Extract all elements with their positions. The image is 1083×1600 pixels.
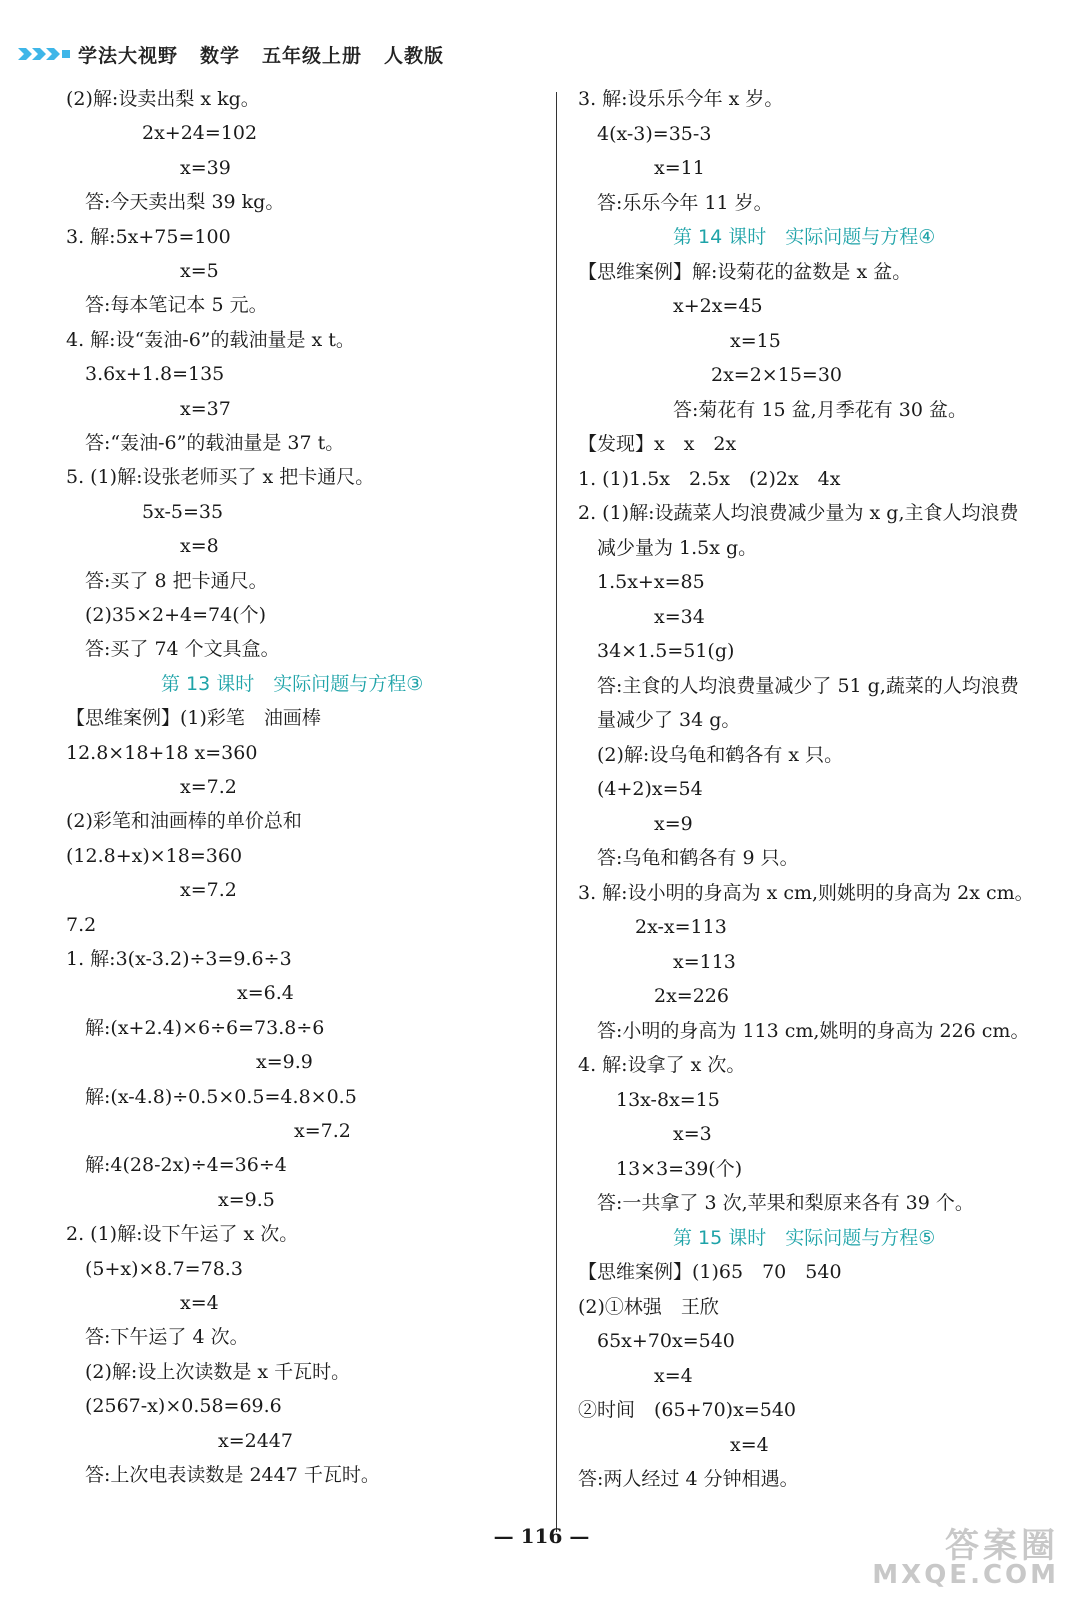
- answer-line: 答:乐乐今年 11 岁。: [597, 191, 773, 214]
- answer-line: x=2447: [218, 1429, 293, 1452]
- answer-line: 答:一共拿了 3 次,苹果和梨原来各有 39 个。: [597, 1192, 974, 1214]
- answer-line: 5. (1)解:设张老师买了 x 把卡通尺。: [66, 466, 375, 489]
- answer-line: 2x=2×15=30: [711, 364, 843, 386]
- answer-line: x=7.2: [294, 1120, 351, 1142]
- answer-line: 3.6x+1.8=135: [85, 363, 225, 386]
- watermark-cn: 答案圈: [945, 1526, 1059, 1566]
- answer-line: (2)解:设卖出梨 x kg。: [66, 88, 260, 110]
- answer-line: ②时间 (65+70)x=540: [578, 1399, 796, 1421]
- answer-line: 65x+70x=540: [597, 1330, 735, 1352]
- answer-line: 答:每本笔记本 5 元。: [85, 294, 268, 317]
- answer-line: 34×1.5=51(g): [597, 640, 735, 662]
- answer-line: 3. 解:设乐乐今年 x 岁。: [578, 88, 784, 110]
- answer-line: 解:(x-4.8)÷0.5×0.5=4.8×0.5: [85, 1085, 357, 1108]
- page-number: — 116 —: [493, 1524, 590, 1548]
- answer-line: x=37: [180, 397, 231, 420]
- answer-line: (2)彩笔和油画棒的单价总和: [66, 810, 302, 833]
- answer-line: x=11: [654, 157, 705, 179]
- answer-line: 4(x-3)=35-3: [597, 122, 712, 145]
- section-title: 第 14 课时 实际问题与方程④: [673, 226, 936, 248]
- answer-line: 答:今天卖出梨 39 kg。: [85, 191, 285, 214]
- answer-line: x=4: [654, 1364, 693, 1387]
- section-title: 第 15 课时 实际问题与方程⑤: [673, 1226, 936, 1249]
- answer-line: 【发现】x x 2x: [578, 433, 737, 455]
- answer-line: (2)35×2+4=74(个): [85, 604, 267, 626]
- answer-line: (2)解:设上次读数是 x 千瓦时。: [85, 1360, 351, 1383]
- answer-line: 答:下午运了 4 次。: [85, 1326, 249, 1349]
- answer-line: 【思维案例】(1)65 70 540: [578, 1261, 842, 1283]
- answer-line: 3. 解:设小明的身高为 x cm,则姚明的身高为 2x cm。: [578, 881, 1034, 904]
- column-divider: [556, 92, 557, 1532]
- answer-line: 答:主食的人均浪费量减少了 51 g,蔬菜的人均浪费: [597, 674, 1019, 697]
- answer-line: (4+2)x=54: [597, 778, 703, 800]
- answer-line: x=5: [180, 260, 219, 282]
- answer-line: x=7.2: [180, 879, 237, 902]
- answer-line: 1. 解:3(x-3.2)÷3=9.6÷3: [66, 948, 292, 970]
- answer-line: 2. (1)解:设下午运了 x 次。: [66, 1223, 299, 1246]
- answer-line: 答:小明的身高为 113 cm,姚明的身高为 226 cm。: [597, 1019, 1030, 1042]
- answer-line: 答:两人经过 4 分钟相遇。: [578, 1468, 799, 1490]
- answer-line: 答:买了 8 把卡通尺。: [85, 569, 268, 592]
- answer-line: x=9.9: [256, 1051, 313, 1074]
- answer-line: x=7.2: [180, 776, 237, 798]
- answer-line: 5x-5=35: [142, 500, 224, 523]
- answer-line: 2x+24=102: [142, 122, 258, 145]
- answer-line: x=39: [180, 156, 231, 179]
- book-series-logo-icon: [18, 44, 70, 64]
- answer-line: x=4: [180, 1292, 219, 1314]
- header-grade: 五年级上册: [262, 44, 363, 67]
- answer-line: (2)解:设乌龟和鹤各有 x 只。: [597, 743, 844, 766]
- answer-line: 12.8×18+18 x=360: [66, 741, 258, 764]
- answer-line: 解:4(28-2x)÷4=36÷4: [85, 1154, 287, 1177]
- answer-line: 1.5x+x=85: [597, 571, 705, 593]
- answer-line: x=6.4: [237, 982, 294, 1005]
- answer-line: x=15: [730, 329, 781, 352]
- answer-line: 2x-x=113: [635, 916, 727, 938]
- answer-line: 2x=226: [654, 985, 729, 1007]
- answer-line: 1. (1)1.5x 2.5x (2)2x 4x: [578, 467, 841, 490]
- answer-line: 3. 解:5x+75=100: [66, 225, 231, 248]
- answer-line: x=34: [654, 605, 705, 628]
- answer-line: (2)①林强 王欣: [578, 1295, 719, 1318]
- answer-line: 【思维案例】解:设菊花的盆数是 x 盆。: [578, 260, 912, 283]
- header-series: 学法大视野: [78, 44, 179, 67]
- answer-line: x=9.5: [218, 1188, 275, 1211]
- answer-line: 减少量为 1.5x g。: [597, 536, 758, 559]
- answer-line: (12.8+x)×18=360: [66, 844, 243, 867]
- answer-line: x=8: [180, 535, 219, 558]
- answer-line: 答:菊花有 15 盆,月季花有 30 盆。: [673, 398, 967, 421]
- answer-line: (5+x)×8.7=78.3: [85, 1257, 243, 1280]
- answer-line: 答:“轰油-6”的载油量是 37 t。: [85, 432, 345, 454]
- answer-line: 13x-8x=15: [616, 1088, 720, 1111]
- section-title: 第 13 课时 实际问题与方程③: [161, 672, 424, 695]
- answer-line: 13×3=39(个): [616, 1157, 743, 1180]
- page-header: [18, 36, 466, 72]
- answer-line: (2567-x)×0.58=69.6: [85, 1395, 282, 1418]
- answer-line: 解:(x+2.4)×6÷6=73.8÷6: [85, 1016, 325, 1039]
- answer-line: 答:上次电表读数是 2447 千瓦时。: [85, 1464, 380, 1486]
- answer-line: 答:乌龟和鹤各有 9 只。: [597, 847, 799, 869]
- header-subject: 数学: [200, 44, 241, 67]
- answer-line: x=113: [673, 950, 736, 973]
- answer-line: 【思维案例】(1)彩笔 油画棒: [66, 707, 321, 730]
- answer-line: 7.2: [66, 913, 97, 936]
- answer-line: x=3: [673, 1123, 712, 1145]
- answer-line: x=9: [654, 812, 693, 835]
- answer-line: 答:买了 74 个文具盒。: [85, 638, 280, 661]
- answer-line: 2. (1)解:设蔬菜人均浪费减少量为 x g,主食人均浪费: [578, 502, 1019, 524]
- answer-line: x+2x=45: [673, 295, 763, 317]
- answer-line: x=4: [730, 1433, 769, 1456]
- answer-line: 量减少了 34 g。: [597, 709, 741, 731]
- watermark-en: MXQE.COM: [872, 1560, 1059, 1590]
- header-edition: 人教版: [384, 44, 445, 67]
- answer-line: 4. 解:设“轰油-6”的载油量是 x t。: [66, 328, 355, 351]
- watermark: [859, 1518, 1069, 1590]
- answer-line: 4. 解:设拿了 x 次。: [578, 1054, 746, 1076]
